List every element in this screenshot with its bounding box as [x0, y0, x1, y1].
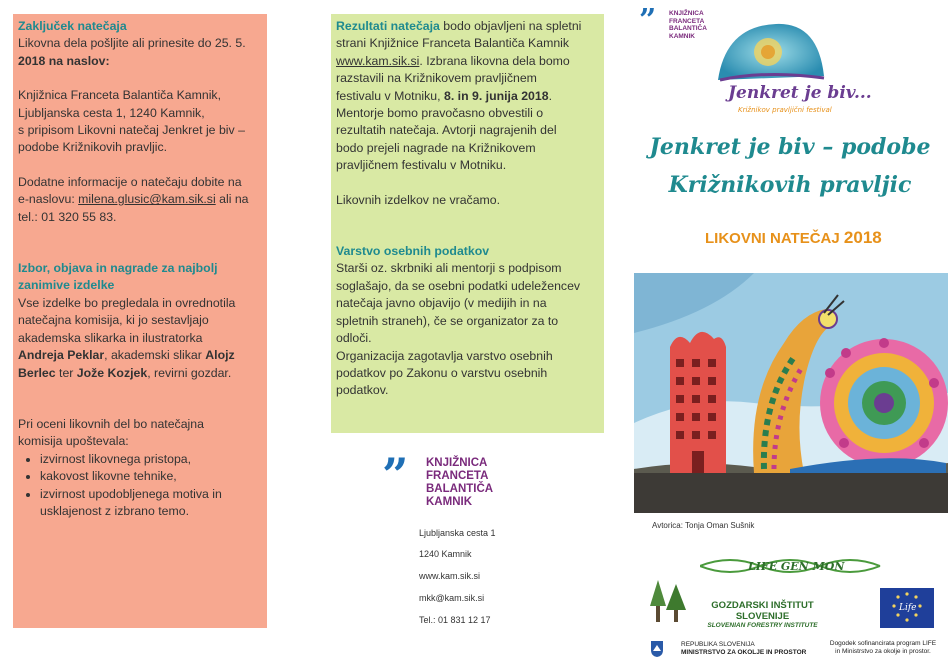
- selection-heading: Izbor, objava in nagrade za najbolj zanimive izdelke: [18, 261, 218, 293]
- forestry-institute: GOZDARSKI INŠTITUT SLOVENIJE SLOVENIAN FORESTRY INSTITUTE: [707, 600, 818, 629]
- conclusion-text: Likovna dela pošljite ali prinesite do 25. 5. 2018 na naslov:: [18, 36, 246, 68]
- cover-title-2: Križnikovih pravljic: [668, 172, 912, 198]
- list-item: • izvirnost likovnega pristopa,: [40, 451, 262, 468]
- list-item: • kakovost likovne tehnike,: [40, 468, 262, 485]
- ministry-label: REPUBLIKA SLOVENIJA MINISTRSTVO ZA OKOLJE IN PROSTOR: [681, 641, 807, 656]
- artwork-caption: Avtorica: Tonja Oman Sušnik: [652, 521, 755, 530]
- eu-life-logo: [880, 588, 934, 628]
- address-block: Knjižnica Franceta Balantiča Kamnik, Ljubljanska cesta 1, 1240 Kamnik, s pripisom Likovni natečaj Jenkret je biv – podobe Križnikovih pravljic.: [18, 88, 245, 155]
- library-name: KNJIŽNICA FRANCETA BALANTIČA KAMNIK: [426, 457, 494, 508]
- info-text: Dodatne informacije o natečaju dobite na e-naslovu: milena.glusic@kam.sik.si ali na tel.: 01 320 55 83.: [18, 174, 249, 224]
- contact-phone: Tel.: 01 831 12 17: [419, 615, 491, 625]
- festival-logo: [706, 18, 896, 116]
- no-return-text: Likovnih izdelkov ne vračamo.: [336, 192, 501, 207]
- quote-icon: ”: [382, 448, 409, 502]
- contact-city: 1240 Kamnik: [419, 549, 472, 559]
- cofinancing-note: Dogodek sofinancirata program LIFE in Ministrstvo za okolje in prostor.: [829, 640, 937, 655]
- list-item: • izvirnost upodobljenega motiva in usklajenost z izbrano temo.: [40, 486, 262, 521]
- left-panel: [13, 14, 267, 628]
- competition-label: LIKOVNI NATEČAJ 2018: [705, 228, 882, 247]
- tree-icon: [646, 576, 690, 624]
- snail-artwork: [634, 273, 948, 513]
- life-genmon-logo: [700, 550, 900, 580]
- middle-panel: [331, 14, 604, 433]
- privacy-text: Starši oz. skrbniki ali mentorji s podpisom soglašajo, da se osebni podatki udeležencev natečaja javno objavijo (v medijih in na spletnih straneh), če se organizator za to odloči. Organizacija zagotavlja varstvo osebnih podatkov po Zakonu o varstvu osebnih podatkov.: [336, 261, 581, 398]
- festival-name: Jenkret je biv...: [728, 83, 872, 103]
- contact-email[interactable]: mkk@kam.sik.si: [419, 593, 485, 603]
- results-heading: Rezultati natečaja: [336, 19, 440, 33]
- conclusion-heading: Zaključek natečaja: [18, 19, 127, 33]
- email-link[interactable]: milena.glusic@kam.sik.si: [78, 192, 216, 207]
- quote-icon: ”: [639, 3, 657, 38]
- life-genmon-text: LIFE GEN MON: [748, 560, 845, 573]
- coat-of-arms-icon: [650, 640, 664, 658]
- results-text: Rezultati natečaja bodo objavljeni na spletni strani Knjižnice Franceta Balantiča Kamnik www.kam.sik.si. Izbrana likovna dela bomo razstavili na Križnikovem pravljičnem festivalu v Motniku, 8. in 9. junija 2018. Mentorje bomo pravočasno obvestili o rezultatih natečaja. Avtorji nagrajenih del bodo prejeli nagrade na Križnikovem pravljičnem festivalu v Motniku.: [336, 19, 582, 173]
- contact-web[interactable]: www.kam.sik.si: [419, 571, 481, 581]
- criteria-intro: Pri oceni likovnih del bo natečajna komisija upoštevala:: [18, 416, 204, 449]
- selection-text: Vse izdelke bo pregledala in ovrednotila natečajna komisija, ki jo sestavljajo akademska slikarka in ilustratorka Andreja Peklar, akademski slikar Alojz Berlec ter Jože Kozjek, revirni gozdar.: [18, 295, 236, 380]
- eu-life-label: Life: [899, 603, 917, 613]
- criteria-list: [18, 451, 262, 521]
- festival-sub: Križnikov pravljični festival: [738, 106, 832, 114]
- contact-address: Ljubljanska cesta 1: [419, 528, 496, 538]
- cover-title-1: Jenkret je biv – podobe: [649, 134, 931, 160]
- website-link[interactable]: www.kam.sik.si: [336, 53, 420, 68]
- privacy-heading: Varstvo osebnih podatkov: [336, 244, 490, 259]
